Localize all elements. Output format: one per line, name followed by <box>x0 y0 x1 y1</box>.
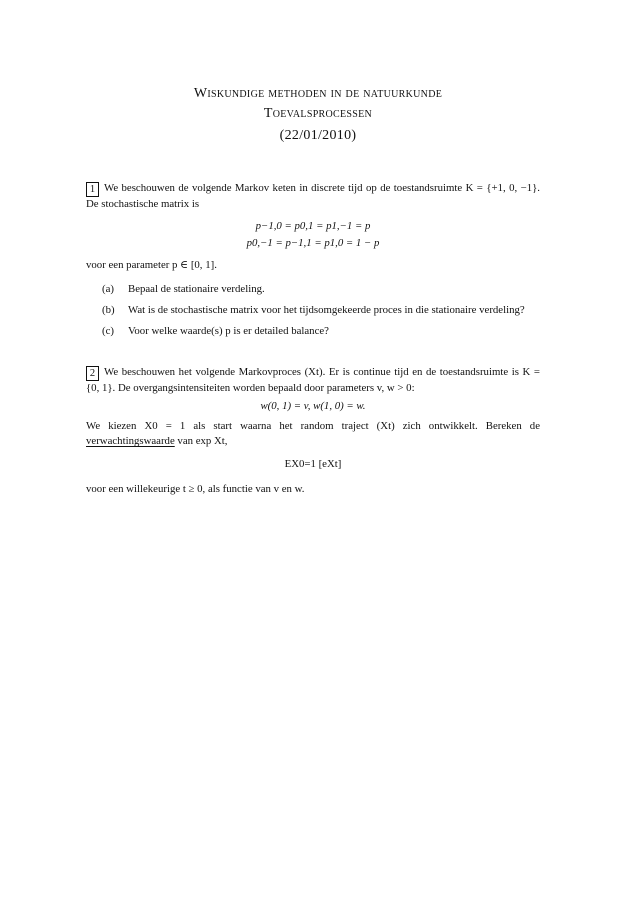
problem-2-intro-text: We beschouwen het volgende Markovproces (Xt). Er is continue tijd en de toestandsruimte is K = {0, 1}. De overgangsintensiteiten worden bepaald door parameters v, w > 0: <box>86 366 540 394</box>
transition-rates: w(0, 1) = v, w(1, 0) = w. <box>260 400 366 412</box>
sub-question-label: (c) <box>102 325 114 337</box>
problem-2-closing: voor een willekeurige t ≥ 0, als functie van v en w. <box>86 483 305 495</box>
problem-1-intro-text: We beschouwen de volgende Markov keten in discrete tijd op de toestandsruimte K = {+1, 0, −1}. De stochastische matrix is <box>86 182 540 210</box>
sub-question-label: (a) <box>102 283 114 295</box>
sub-question-label: (b) <box>102 304 115 316</box>
sub-question-list <box>102 282 540 339</box>
sub-question-text: Bepaal de stationaire verdeling. <box>128 283 265 295</box>
problem-2-start <box>86 419 540 449</box>
problem-2-intro <box>86 365 540 396</box>
sub-question-text: Voor welke waarde(s) p is er detailed balance? <box>128 325 329 337</box>
problem-2 <box>86 365 540 497</box>
sub-question-a <box>102 282 540 297</box>
problem-1 <box>86 181 540 345</box>
transition-equations <box>86 218 540 252</box>
equation-line-2: p0,−1 = p−1,1 = p1,0 = 1 − p <box>246 237 380 249</box>
sub-question-c <box>102 324 540 339</box>
parameter-statement: voor een parameter p ∈ [0, 1]. <box>86 259 217 271</box>
exam-subtitle: Toevalsprocessen <box>263 106 373 121</box>
course-title: Wiskundige methoden in de natuurkunde <box>193 86 443 101</box>
start-text-pre: We kiezen X0 = 1 als start waarna het random traject (Xt) zich ontwikkelt. Bereken de <box>86 420 540 432</box>
equation-line-1: p−1,0 = p0,1 = p1,−1 = p <box>255 220 371 232</box>
sub-question-text: Wat is de stochastische matrix voor het tijdsomgekeerde proces in die stationaire verdeling? <box>128 304 525 316</box>
sub-question-b <box>102 303 540 318</box>
expectation-formula: EX0=1 [eXt] <box>284 458 342 470</box>
problem-number-box: 2 <box>86 366 99 381</box>
start-text-post: van exp Xt, <box>174 435 228 447</box>
exam-date: (22/01/2010) <box>279 128 357 143</box>
problem-number-box: 1 <box>86 182 99 197</box>
underlined-term: verwachtingswaarde <box>86 435 175 447</box>
problem-1-intro <box>86 181 540 212</box>
